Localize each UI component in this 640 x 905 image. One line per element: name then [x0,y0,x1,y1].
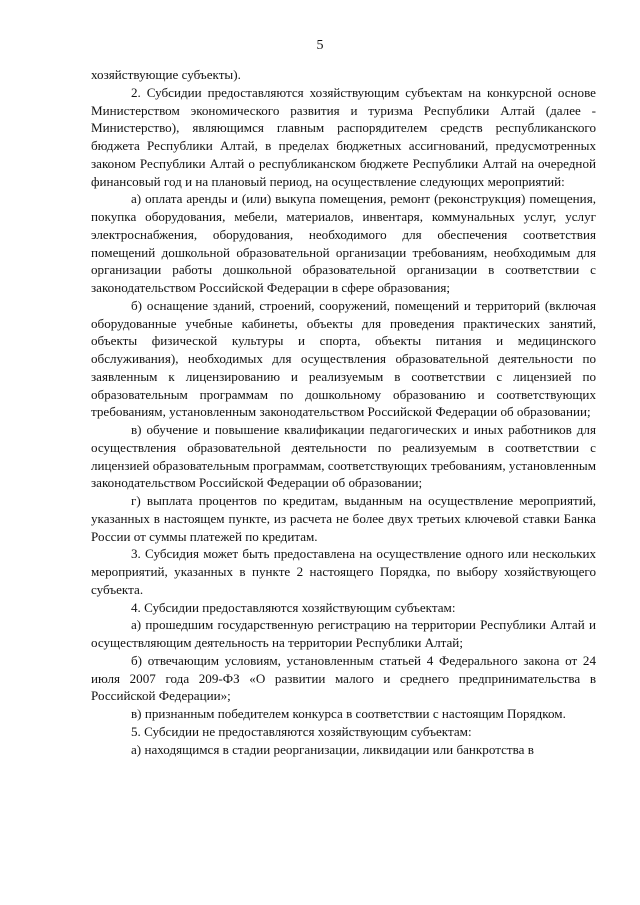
paragraph-item-2c: в) обучение и повышение квалификации педагогических и иных работников для осуществления образовательной деятельности по реализуемым в соответствии с лицензией образовательным программам, соответствующих требованиям, установленным законодательством Российской Федерации об образовании; [91,422,596,491]
paragraph-item-4c: в) признанным победителем конкурса в соответствии с настоящим Порядком. [131,706,566,721]
paragraph-item-5a: а) находящимся в стадии реорганизации, ликвидации или банкротства в [131,741,534,757]
paragraph-item-2: 2. Субсидии предоставляются хозяйствующим субъектам на конкурсной основе Министерством экономического развития и туризма Республики Алтай (далее - Министерство), являющимся главным распорядителем средств республиканского бюджета Республики Алтай, в пределах бюджетных ассигнований, предусмотренных законом Республики Алтай о республиканском бюджете Республики Алтай на очередной финансовый год и на плановый период, на осуществление следующих мероприятий: [91,84,596,189]
paragraph-continuation: хозяйствующие субъекты). [91,67,241,82]
paragraph-item-4a: а) прошедшим государственную регистрацию на территории Республики Алтай и осуществляющим деятельность на территории Республики Алтай; [91,617,596,650]
paragraph-item-2a: а) оплата аренды и (или) выкупа помещения, ремонт (реконструкция) помещения, покупка оборудования, мебели, материалов, инвентаря, коммунальных услуг, услуг электроснабжения, оборудования, необходимого для обеспечения соответствия помещений дошкольной образовательной организации требованиям, необходимым для организации работы дошкольной образовательной организации в соответствии с законодательством Российской Федерации в сфере образования; [91,191,596,295]
paragraph-item-4b: б) отвечающим условиям, установленным статьей 4 Федерального закона от 24 июля 2007 года 209-ФЗ «О развитии малого и среднего предпринимательства в Российской Федерации»; [91,652,596,704]
document-body [91,66,596,758]
paragraph-item-2d: г) выплата процентов по кредитам, выданным на осуществление мероприятий, указанных в настоящем пункте, из расчета не более двух третьих ключевой ставки Банка России от суммы платежей по кредитам. [91,493,596,544]
paragraph-item-5: 5. Субсидии не предоставляются хозяйствующим субъектам: [131,723,472,739]
paragraph-item-2b: б) оснащение зданий, строений, сооружений, помещений и территорий (включая оборудованные учебные кабинеты, объекты для проведения практических занятий, объекты физической культуры и спорта, объекты питания и медицинского обслуживания), необходимых для осуществления образовательной деятельности по заявленным к лицензированию и реализуемым в соответствии с лицензией по образовательным программам по дошкольному образованию и соответствующих требованиям, установленным законодательством Российской Федерации об образовании; [91,297,596,420]
page-number: 5 [316,38,324,53]
paragraph-item-4: 4. Субсидии предоставляются хозяйствующим субъектам: [131,599,456,615]
paragraph-item-3: 3. Субсидия может быть предоставлена на осуществление одного или нескольких мероприятий, указанных в пункте 2 настоящего Порядка, по выбору хозяйствующего субъекта. [91,546,596,597]
